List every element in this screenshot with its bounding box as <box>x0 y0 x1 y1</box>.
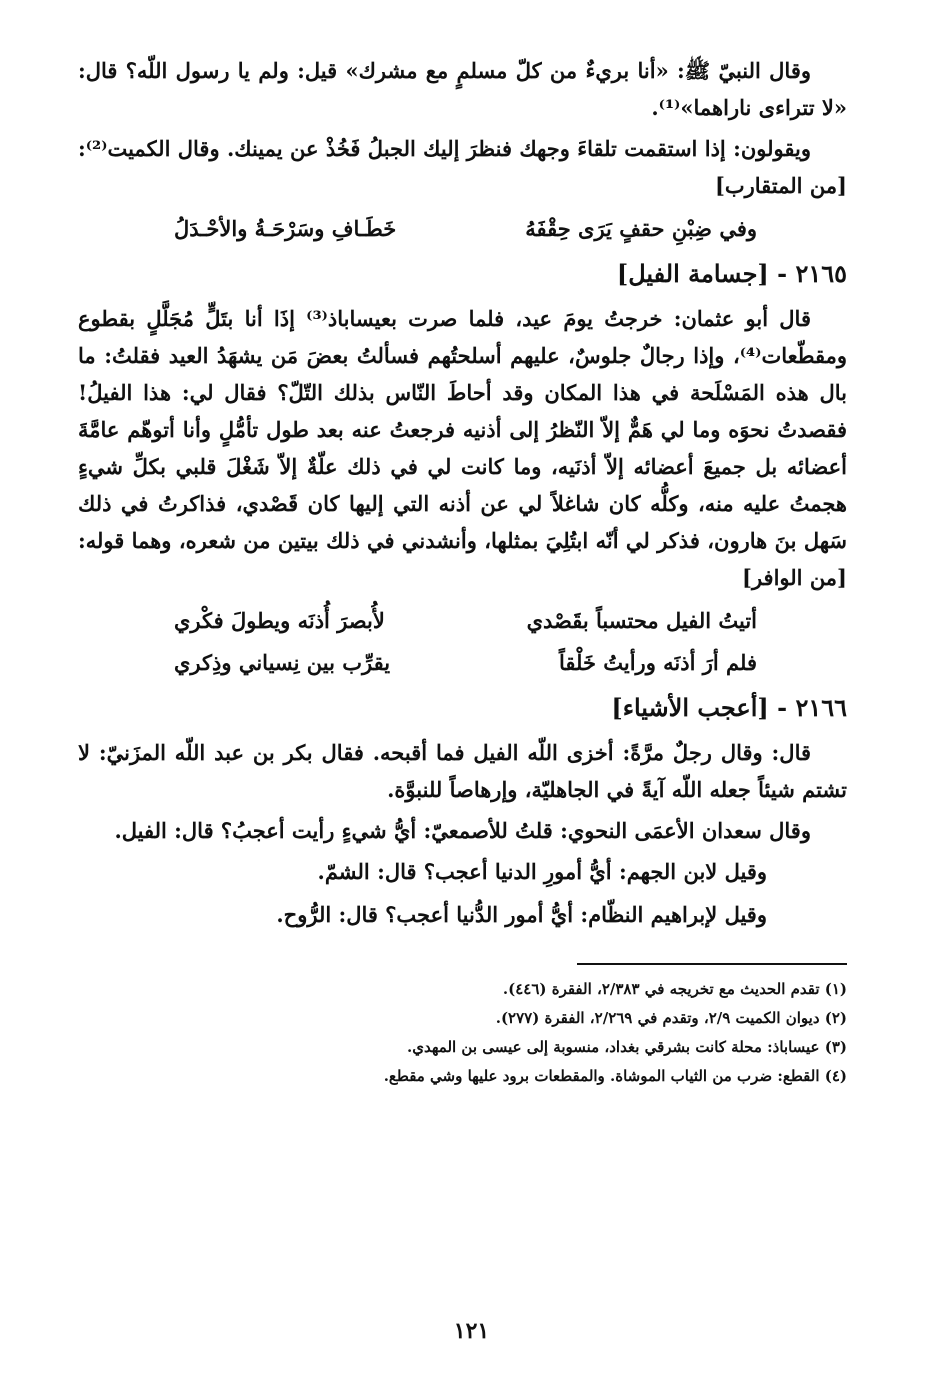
paragraph-kumait-intro: ويقولون: إذا استقمت تلقاءَ وجهك فنظرَ إليك الجبلُ فَخُذْ عن يمينك. وقال الكميت⁽²⁾: [من المتقارب] <box>78 136 847 198</box>
verse-line <box>78 600 847 642</box>
section-heading-2165: ٢١٦٥ - [جسامة الفيل] <box>616 259 847 288</box>
verse-first-hemistich: فلم أرَ أذنَه ورأيتُ خَلْقاً <box>558 650 757 675</box>
verse-second-hemistich: خَطَـافِ وسَرْحَـةُ والأحْـدَلُ <box>174 216 397 241</box>
footnote-2: (٢) ديوان الكميت ٢/٩، وتقدم في ٢/٢٦٩، الفقرة (٢٧٧). <box>495 1009 847 1027</box>
verse-second-hemistich: لأُبصرَ أُذنَه ويطولَ فكْري <box>174 608 385 633</box>
footnote-separator <box>577 963 847 965</box>
footnotes <box>78 975 847 1091</box>
paragraph-nazzam: وقيل لإبراهيم النظّام: أيُّ أمور الدُّنيا أعجب؟ قال: الرُّوح. <box>276 902 767 927</box>
page-number: ١٢١ <box>453 1318 490 1344</box>
footnote-3: (٣) عيساباذ: محلة كانت بشرقي بغداد، منسوبة إلى عيسى بن المهدي. <box>407 1038 847 1056</box>
verse-first-hemistich: وفي ضِبْنِ حقفٍ يَرَى حِقْفَهُ <box>525 216 757 241</box>
paragraph-hadith: وقال النبيّ ﷺ: «أنا بريءٌ من كلّ مسلمٍ مع مشرك» قيل: ولم يا رسول اللّه؟ قال: «لا تتراءى ناراهما»⁽¹⁾. <box>78 58 847 120</box>
paragraph-bakr: قال: وقال رجلٌ مرَّةً: أخزى اللّه الفيل فما أقبحه. فقال بكر بن عبد اللّه المزَنيّ: لا تشتم شيئاً جعله اللّه آيةً في الجاهليّة، وإرهاصاً للنبوَّة. <box>78 740 847 802</box>
section-heading-2166: ٢١٦٦ - [أعجب الأشياء] <box>611 693 847 722</box>
verse-block-sahl <box>78 600 847 684</box>
footnote-4: (٤) القطع: ضرب من الثياب الموشاة. والمقطعات برود عليها وشي مقطع. <box>383 1067 847 1085</box>
verse-block-kumait <box>78 208 847 250</box>
paragraph-abu-uthman: قال أبو عثمان: خرجتُ يومَ عيد، فلما صرت بعيساباذ⁽³⁾ إذَا أنا بتَلٍّ مُجَلَّلٍ بقطوع ومقطّعات⁽⁴⁾، وإذا رجالٌ جلوسٌ، عليهم أسلحتُهم فسألتُ بعضَ مَن يشهَدُ العيد فقلتُ: ما بال هذه المَسْلَحة في هذا المكان وقد أحاطَ النّاس بذلك التّلّ؟ فقال لي: هذا الفيلُ! فقصدتُ نحوَه وما لي هَمٌّ إلاّ النّظرُ إلى أذنيه فرجعتُ عنه بعد طول تأمُّلٍ وأنا أتوهّم عامَّةَ أعضائه بل جميعَ أعضائه إلاّ أذنَيه، وما كانت لي في ذلك علّةٌ إلاّ شَغْلَ قلبي بكلِّ شيءٍ هجمتُ عليه منه، وكلُّه كان شاغلاً لي عن أذنه التي إليها كان قَصْدي، فذاكرتُ في ذلك سَهل بنَ هارون، فذكر لي أنّه ابتُلِيَ بمثلها، وأنشدني في ذلك بيتين من شعره، وهما قوله: [من الوافر] <box>78 306 847 590</box>
paragraph-ibn-jahm: وقيل لابن الجهم: أيُّ أمورِ الدنيا أعجب؟ قال: الشمّ. <box>317 859 767 884</box>
verse-second-hemistich: يقرِّب بين نِسياني وذِكري <box>174 650 391 675</box>
footnote-1: (١) تقدم الحديث مع تخريجه في ٢/٣٨٣، الفقرة (٤٤٦). <box>502 980 847 998</box>
verse-line <box>78 208 847 250</box>
verse-first-hemistich: أتيتُ الفيل محتسباً بقَصْدي <box>526 608 757 633</box>
verse-line <box>78 642 847 684</box>
paragraph-saadan: وقال سعدان الأعمَى النحوي: قلتُ للأصمعيّ: أيُّ شيءٍ رأيت أعجبُ؟ قال: الفيل. <box>114 818 811 843</box>
